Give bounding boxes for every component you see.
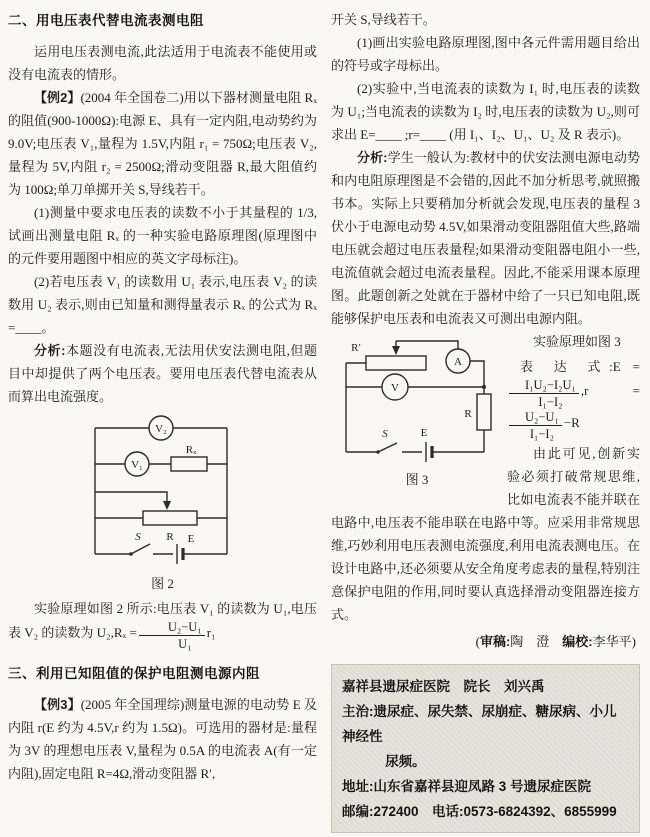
- label-e: E: [420, 427, 428, 439]
- switch-blade-icon: [378, 443, 397, 452]
- example2-text: (2004 年全国卷二)用以下器材测量电阻 Rₓ 的阻值(900-1000Ω):电源 E、具有一定内阻,电动势约为 9.0V;电压表 V₁,量程为 1.5V,内阻 r₁ = 750Ω;电压表 V₂,量程为 5V,内阻 r₂ = 2500Ω;滑动变阻器 R,最大阻值约为 100Ω;单刀单掷开关 S,导线若干。: [8, 90, 317, 197]
- fraction-numerator: I₁U₂−I₂U₁: [509, 378, 579, 394]
- rheostat-rprime-icon: [366, 356, 426, 370]
- section-2-heading: 二、用电压表代替电流表测电阻: [8, 13, 204, 28]
- ad-postcode-phone: 邮编:272400 电话:0573-6824392、6855999: [342, 803, 617, 819]
- ad-address: 地址:山东省嘉祥县迎凤路 3 号遗尿症医院: [342, 778, 592, 794]
- expression-mid: ,r =: [580, 383, 640, 399]
- analysis-2-text: 本题没有电流表,无法用伏安法测电阻,但题目中却提供了两个电压表。要用电压表代替电流表从而算出电流强度。: [8, 343, 317, 404]
- expression-tail: −R: [563, 414, 580, 430]
- example3-tag: 【例3】: [34, 696, 81, 712]
- junction-dot: [129, 552, 133, 556]
- fraction-denominator: I₁−I₂: [538, 395, 563, 410]
- conclusion-paragraph: 由此可见,创新实验必须打破常规思维,比如电流表不能并联在电路中,电压表不能串联在电路中等。应采用非常规思维,巧妙利用电压表测电流强度,利用电流表测电压。在设计电路中,还必须要从安全角度考虑表的量程,特别注意保护电阻的作用,同时要认真选择滑动变阻器连接方式。: [331, 445, 640, 622]
- principle-2-text: 实验原理如图 2 所示:电压表 V₁ 的读数为 U₁,电压表 V₂ 的读数为 U₂,Rₓ =: [8, 601, 317, 641]
- example2-tag: 【例2】: [34, 90, 81, 105]
- label-e: E: [187, 533, 194, 545]
- ad-specialties-line1: 主治:遗尿症、尿失禁、尿崩症、糖尿病、小儿神经性: [342, 703, 617, 744]
- label-a: A: [454, 356, 462, 368]
- question-1-paragraph: (1)测量中要求电压表的读数不小于其量程的 1/3,试画出测量电阻 Rₓ 的一种实验电路原理图(原理图中的元件要用题图中相应的英文字母标注)。: [8, 205, 317, 266]
- label-v2: V₂: [154, 423, 167, 435]
- label-s: S: [134, 531, 141, 543]
- wire-tap: [95, 492, 167, 502]
- formula-rx-suffix: r₁: [206, 625, 216, 641]
- label-r: R: [165, 531, 174, 543]
- reviewer-name: 陶 澄: [510, 633, 550, 649]
- label-v1: V₁: [130, 459, 143, 471]
- switch-blade-icon: [131, 544, 150, 554]
- principle-2-paragraph: [8, 597, 317, 652]
- slider-arrow-icon: [392, 346, 400, 355]
- wire-top: [396, 341, 458, 349]
- analysis-2-tag: 分析:: [34, 343, 66, 358]
- hospital-advertisement: [331, 664, 640, 833]
- resistor-r-icon: [477, 394, 491, 430]
- label-rx: Rₓ: [185, 444, 196, 456]
- example3-text: (2005 年全国理综)测量电源的电动势 E 及内阻 r(E 约为 4.5V,r 约为 1.5Ω)。可选用的器材是:量程为 3V 的理想电压表 V,量程为 0.5A 的电流表 A(有一定内阻),固定电阻 R=4Ω,滑动变阻器 R′,: [8, 696, 318, 781]
- example2-paragraph: [8, 86, 317, 201]
- fraction-denominator: U₁: [178, 637, 192, 652]
- question-2-right-paragraph: (2)实验中,当电流表的读数为 I₁ 时,电压表的读数为 U₁;当电流表的读数为 I₂ 时,电压表的读数为 U₂,则可求出 E=____ ;r=____ (用 I₁、I₂、U₁、U₂ 及 R 表示)。: [331, 81, 640, 142]
- label-v: V: [391, 382, 399, 394]
- formula-e-fraction: [509, 378, 579, 410]
- figure-2: [8, 414, 317, 593]
- rheostat-r-icon: [143, 511, 197, 525]
- editor-name: 李华平: [592, 633, 632, 649]
- left-column: [8, 8, 317, 833]
- analysis-3-paragraph: [331, 146, 640, 330]
- intro-paragraph: 运用电压表测电流,此法适用于电流表不能使用或没有电流表的情形。: [8, 44, 317, 82]
- label-rprime: R′: [351, 342, 361, 354]
- ad-hospital-title: 嘉祥县遗尿症医院 院长 刘兴禹: [342, 678, 545, 694]
- fraction-numerator: U₂−U₁: [139, 620, 205, 636]
- slider-arrow-icon: [163, 501, 171, 510]
- credits-line: [331, 630, 640, 654]
- continuation-paragraph: 开关 S,导线若干。: [331, 12, 436, 27]
- label-s: S: [382, 428, 388, 440]
- resistor-rx-icon: [171, 457, 207, 471]
- reviewer-label: 审稿:: [479, 633, 511, 649]
- circuit-diagram-2: [79, 414, 247, 572]
- junction-dot: [376, 450, 380, 454]
- figure-3: [331, 332, 503, 489]
- figure-2-caption: 图 2: [151, 576, 174, 591]
- right-column: [331, 8, 640, 833]
- analysis-3-text: 学生一般认为:教材中的伏安法测电源电动势和内电阻原理图是不会错的,因此不加分析思考,就照搬书本。实际上只要稍加分析就会发现,电压表的量程 3 伏小于电源电动势 4.5V,如果滑动变阻器阻值大些,路端电压就会超过电压表量程;如果滑动变阻器电阻小一些,电流值就会超过电流表量程。因此,不能采用课本原理图。此题创新之处就在于器材中给了一只已知电阻,既能够保护电压表和电流表又可测出电源内阻。: [331, 150, 640, 326]
- expression-label: 表 达 式:E =: [520, 359, 640, 374]
- figure-3-caption: 图 3: [405, 472, 429, 487]
- editor-label: 编校:: [549, 633, 593, 649]
- formula-rx-fraction: [139, 620, 205, 652]
- label-r: R: [464, 408, 472, 420]
- question-2-paragraph: (2)若电压表 V₁ 的读数用 U₁ 表示,电压表 V₂ 的读数用 U₂ 表示,则由已知量和测得量表示 Rₓ 的公式为 Rₓ =____。: [8, 274, 317, 335]
- question-1-right-paragraph: (1)画出实验电路原理图,图中各元件需用题目给出的符号或字母标出。: [331, 35, 640, 73]
- credits-close: ): [631, 633, 636, 649]
- junction-dot: [482, 385, 486, 389]
- fraction-denominator: I₁−I₂: [529, 427, 554, 442]
- section-3-heading: 三、利用已知阻值的保护电阻测电源内阻: [8, 665, 260, 681]
- example3-paragraph: [8, 693, 317, 785]
- analysis-2-paragraph: [8, 339, 317, 408]
- principle-3-intro: 实验原理如图 3: [533, 334, 621, 349]
- analysis-3-tag: 分析:: [357, 150, 388, 165]
- ad-specialties-line2: 尿频。: [385, 753, 426, 769]
- credits-open: (: [475, 633, 480, 649]
- fraction-numerator: U₂−U₁: [509, 410, 562, 426]
- formula-r-fraction: [509, 410, 562, 442]
- circuit-diagram-3: [332, 332, 502, 468]
